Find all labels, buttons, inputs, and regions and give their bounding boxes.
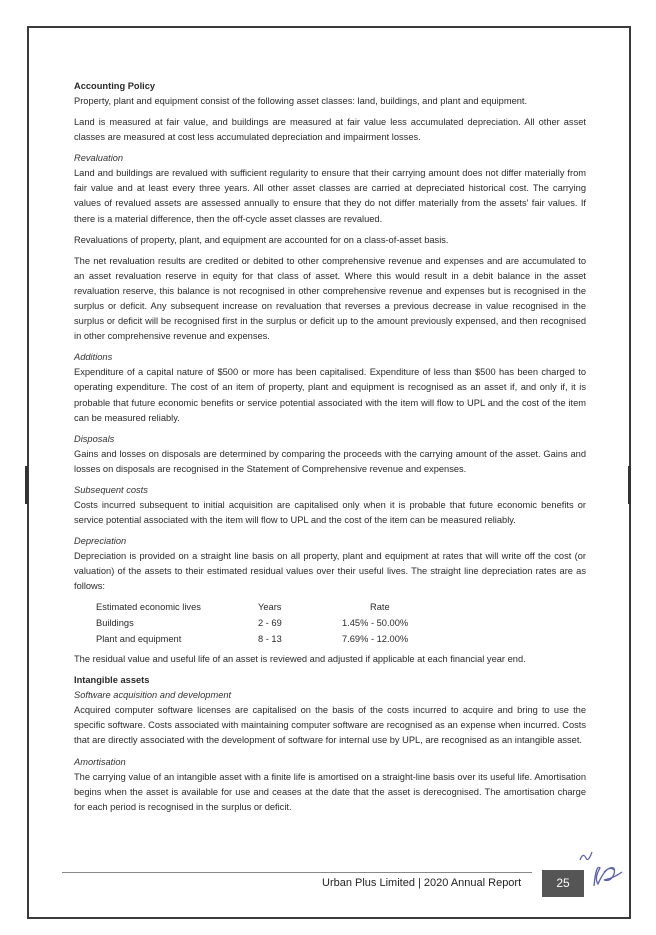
table-cell: 2 - 69 <box>258 617 282 628</box>
section-heading: Intangible assets <box>74 675 150 686</box>
paragraph: Gains and losses on disposals are determined by comparing the proceeds with the carrying amount of the asset. Gains and losses on disposals are recognised in the Statement of Comprehensive revenue and expenses. <box>74 448 586 474</box>
subsection-heading: Amortisation <box>74 756 126 767</box>
subsection-heading: Depreciation <box>74 536 127 547</box>
binding-mark-left <box>25 466 28 504</box>
subsection-heading: Disposals <box>74 433 115 444</box>
paragraph: Depreciation is provided on a straight line basis on all property, plant and equipment at rates that will write off the cost (or valuation) of the assets to their estimated residual values over their useful lives. The straight line depreciation rates are as follows: <box>74 551 586 592</box>
section-heading: Accounting Policy <box>74 81 156 91</box>
subsection-heading: Additions <box>74 352 113 363</box>
table-cell: 1.45% - 50.00% <box>342 617 409 628</box>
paragraph: Land and buildings are revalued with sufficient regularity to ensure that their carrying amount does not differ materially from fair value and at least every three years. All other asset classes are carried at depreciated historical cost. The carrying values of revalued assets are assessed annually to ensure that they do not differ materially from the assets' fair values. If there is a material difference, then the off-cycle asset classes are revalued. <box>74 168 586 224</box>
table-cell: 7.69% - 12.00% <box>342 633 409 644</box>
paragraph: Costs incurred subsequent to initial acquisition are capitalised only when it is probable that future economic benefits or service potential associated with the item will flow to UPL and the cost of the item can be measured reliably. <box>74 499 586 525</box>
table-cell: 8 - 13 <box>258 633 282 644</box>
table-header-row <box>96 600 490 616</box>
paragraph: The carrying value of an intangible asset with a finite life is amortised on a straight-line basis over its useful life. Amortisation begins when the asset is available for use and ceases at the date that the asset is derecognised. The amortisation charge for each period is recognised in the surplus or deficit. <box>74 771 586 812</box>
footer-report-title: Urban Plus Limited | 2020 Annual Report <box>322 877 522 889</box>
table-cell: Buildings <box>96 617 134 628</box>
subsection-heading: Revaluation <box>74 153 124 164</box>
subsection-heading: Subsequent costs <box>74 484 148 495</box>
footer-divider <box>62 872 532 873</box>
paragraph: Acquired computer software licenses are capitalised on the basis of the costs incurred to acquire and bring to use the specific software. Costs associated with maintaining computer software are recognised as an expense when incurred. Costs that are directly associated with the development of software for internal use by UPL, are recognised as an intangible asset. <box>74 705 586 746</box>
subsection-heading: Software acquisition and development <box>74 690 232 701</box>
table-row <box>96 632 490 648</box>
paragraph: The net revaluation results are credited or debited to other comprehensive revenue and expenses and are accumulated to an asset revaluation reserve in equity for that class of asset. Where this would result in a debit balance in the asset revaluation reserve, this balance is not recognised in other comprehensive revenue and expenses but is recognised in the surplus or deficit. Any subsequent increase on revaluation that reverses a previous decrease in value recognised in the surplus or deficit will be recognised first in the surplus or deficit up to the amount previously expensed, and then recognised in other comprehensive revenue and expenses. <box>74 255 586 342</box>
paragraph: Expenditure of a capital nature of $500 or more has been capitalised. Expenditure of less than $500 has been charged to operating expenditure. The cost of an item of property, plant and equipment is recognised as an asset if, and only if, it is probable that future economic benefits or service potential associated with the item will flow to UPL and the cost of the item can be measured reliably. <box>74 367 586 423</box>
document-body <box>74 79 586 821</box>
handwritten-initials-signature <box>574 846 634 896</box>
paragraph: Land is measured at fair value, and buildings are measured at fair value less accumulated depreciation. All other asset classes are measured at cost less accumulated depreciation and impairment losses. <box>74 117 586 143</box>
table-header: Rate <box>370 602 390 613</box>
depreciation-rates-table <box>96 600 490 647</box>
table-row <box>96 616 490 632</box>
binding-mark-right <box>628 466 631 504</box>
table-cell: Plant and equipment <box>96 633 182 644</box>
table-header: Estimated economic lives <box>96 602 201 613</box>
page-number: 25 <box>542 870 584 897</box>
paragraph: Revaluations of property, plant, and equipment are accounted for on a class-of-asset basis. <box>74 234 449 245</box>
table-header: Years <box>258 602 282 613</box>
paragraph: The residual value and useful life of an asset is reviewed and adjusted if applicable at each financial year end. <box>74 654 526 665</box>
paragraph: Property, plant and equipment consist of the following asset classes: land, buildings, and plant and equipment. <box>74 96 528 106</box>
